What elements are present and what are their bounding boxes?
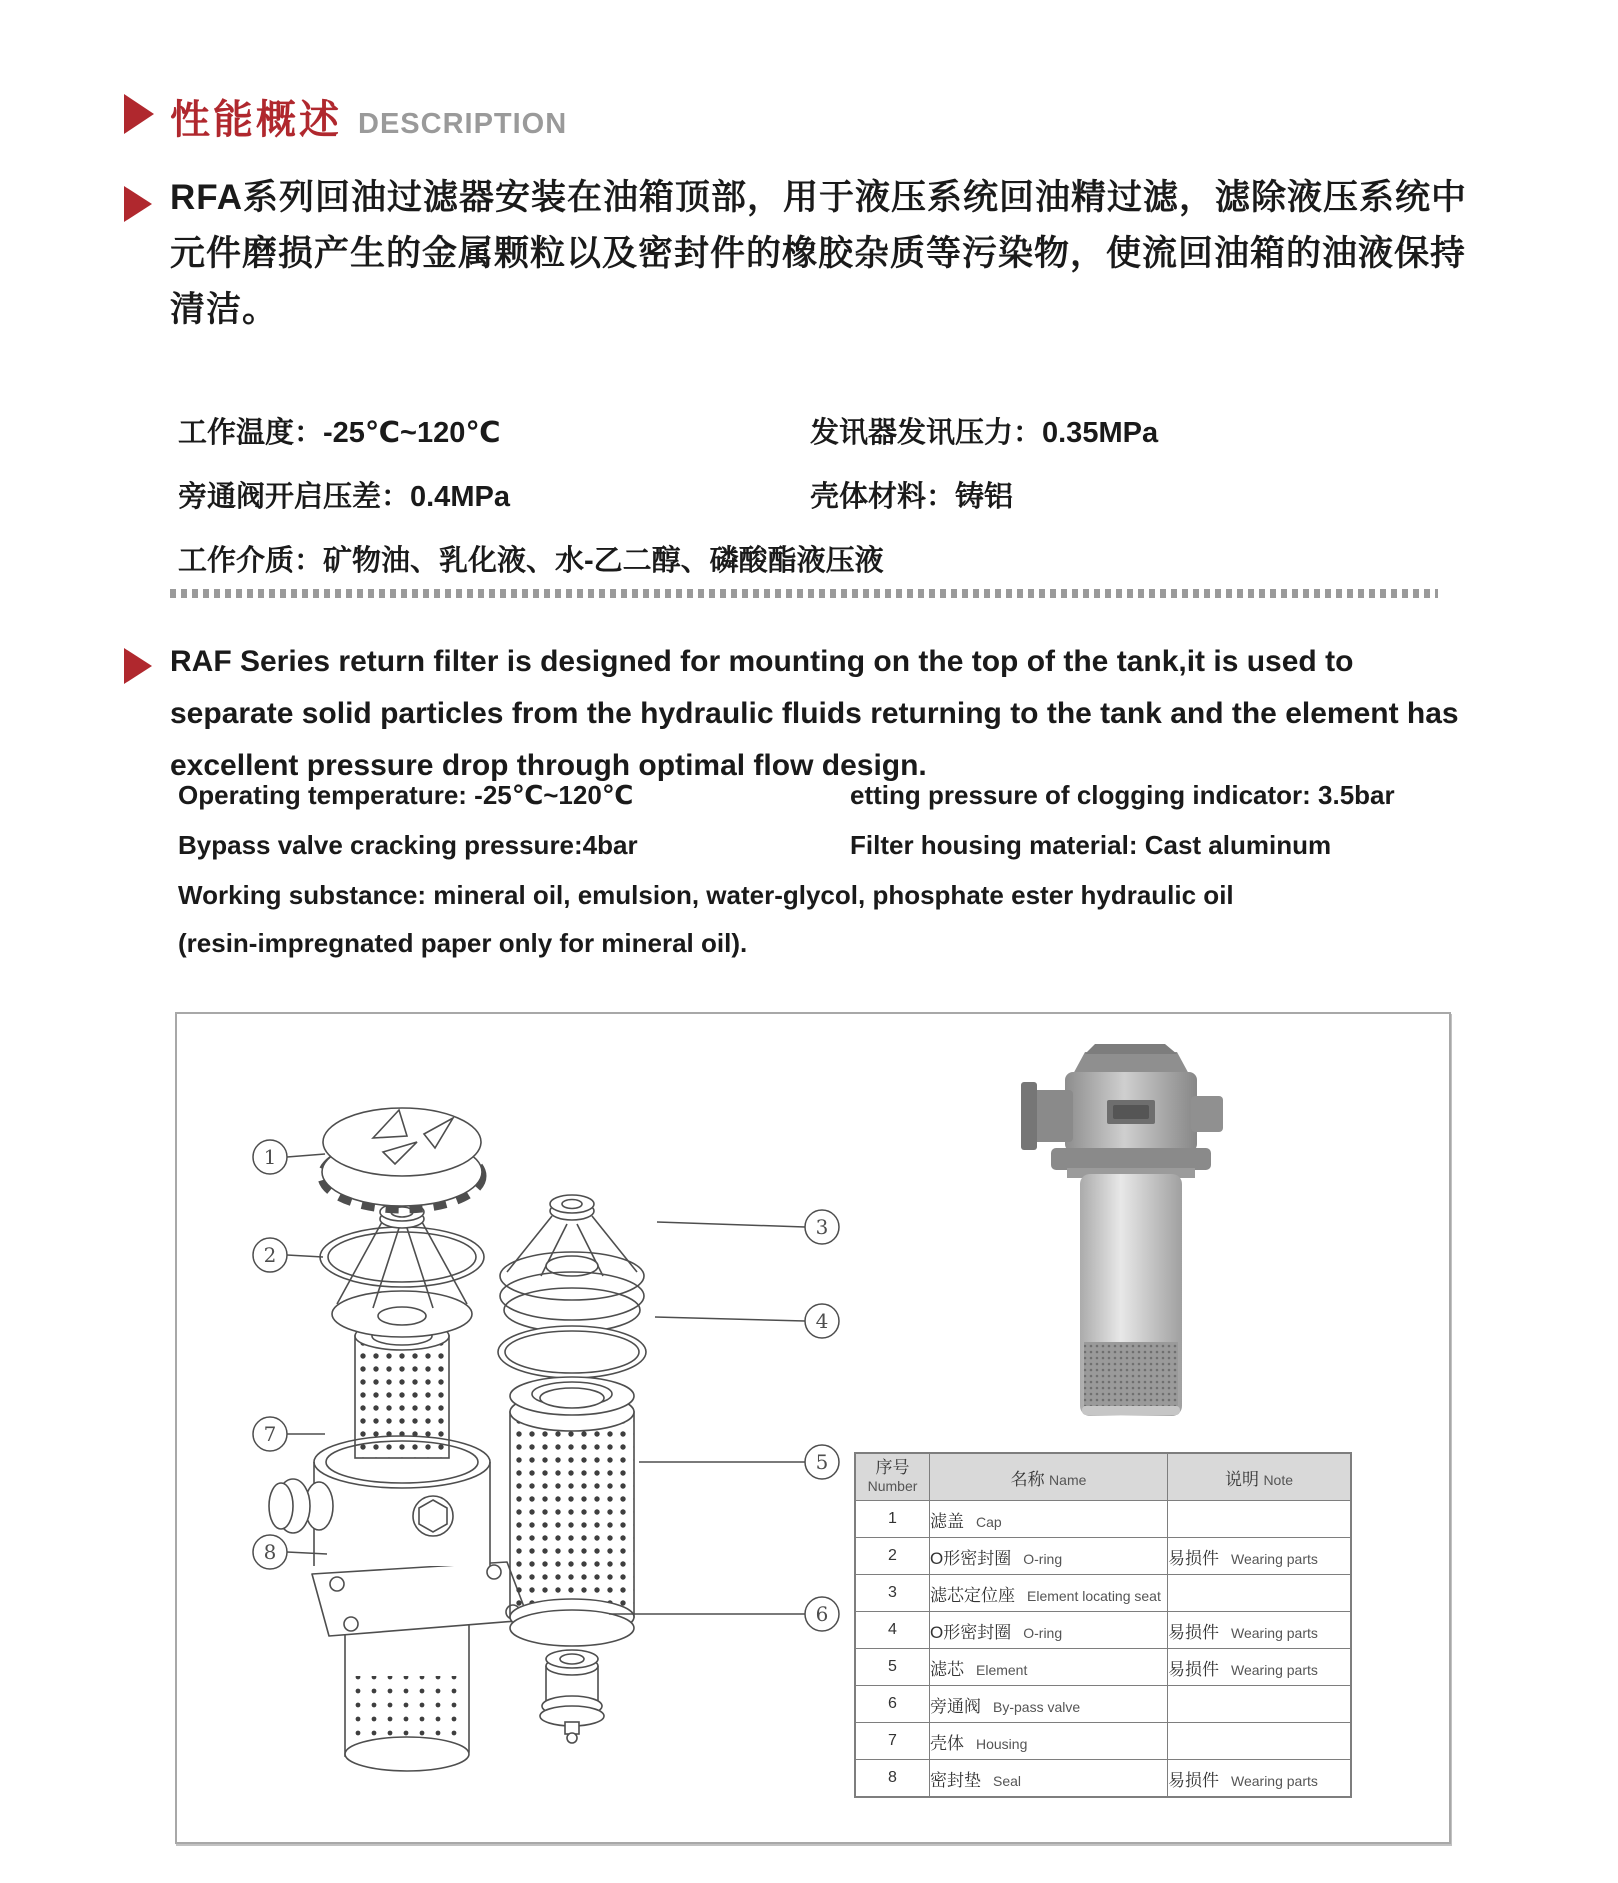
spec-row [178,538,1468,579]
table-row [855,1686,1351,1723]
part-number: 1 [888,1510,897,1527]
red-arrow-icon [124,186,152,222]
left-part-stack [269,1108,529,1771]
cell-name [930,1575,1168,1612]
part-name-en: Element [976,1661,1028,1678]
part-note-zh: 易损件 [1168,1622,1219,1642]
specs-en [178,780,1478,976]
col-note-zh: 说明 [1224,1469,1259,1489]
cell-name [930,1612,1168,1649]
svg-text:8: 8 [263,1540,277,1564]
part-note-zh: 易损件 [1168,1659,1219,1679]
cell-note [1168,1612,1352,1649]
cell-name [930,1538,1168,1575]
part-name-zh: O形密封圈 [930,1622,1012,1642]
col-note-en: Note [1263,1471,1294,1488]
spec-working-medium-zh: 工作介质：矿物油、乳化液、水-乙二醇、磷酸酯液压液 [178,545,884,577]
bypass-valve-drawing [540,1650,604,1743]
part-name-en: Seal [993,1772,1022,1789]
callout-5 [639,1445,839,1479]
spec-indicator-pressure-zh: 发讯器发讯压力：0.35MPa [810,417,1159,449]
spec-row [178,830,1478,861]
spec-housing-material-zh: 壳体材料：铸铝 [810,481,1014,513]
parts-table-header-row [855,1453,1351,1501]
part-name-en: O-ring [1023,1550,1063,1567]
figure-box [175,1012,1451,1844]
part-name-zh: O形密封圈 [930,1548,1012,1568]
red-arrow-icon [124,94,154,134]
part-note-en: Wearing parts [1231,1772,1318,1789]
col-note-header [1168,1453,1352,1501]
part-note-en: Wearing parts [1231,1661,1318,1678]
svg-text:6: 6 [815,1602,829,1626]
cell-number [855,1538,930,1575]
part-number: 5 [888,1658,897,1675]
col-name-header [930,1453,1168,1501]
cell-number [855,1723,930,1760]
spec-working-substance-en: Working substance: mineral oil, emulsion, water-glycol, phosphate ester hydraulic oil [178,880,1234,910]
svg-text:4: 4 [815,1309,829,1333]
part-name-zh: 滤芯 [930,1659,964,1679]
svg-text:7: 7 [263,1422,277,1446]
part-note-zh: 易损件 [1168,1770,1219,1790]
cell-note [1168,1649,1352,1686]
section-header [170,88,567,145]
cell-number [855,1686,930,1723]
cell-name [930,1501,1168,1538]
part-name-zh: 滤盖 [930,1511,964,1531]
svg-text:3: 3 [815,1215,829,1239]
part-name-en: Element locating seat [1027,1587,1161,1604]
col-number-zh: 序号 [875,1458,910,1477]
cell-number [855,1575,930,1612]
part-number: 4 [888,1621,897,1638]
page-title-en: DESCRIPTION [358,108,568,140]
part-number: 3 [888,1584,897,1601]
callout-4 [655,1304,839,1338]
part-name-zh: 滤芯定位座 [930,1585,1015,1605]
parts-table [854,1452,1352,1798]
spec-row [178,410,1468,451]
seal-plate-drawing [312,1562,529,1636]
cell-name [930,1723,1168,1760]
dashed-divider [170,589,1438,598]
spec-bypass-pressure-en: Bypass valve cracking pressure:4bar [178,830,638,860]
spec-row [178,780,1478,811]
spec-operating-temp-zh: 工作温度：-25℃~120℃ [178,417,501,449]
cell-note [1168,1723,1352,1760]
table-row [855,1575,1351,1612]
part-name-zh: 旁通阀 [930,1696,981,1716]
col-name-zh: 名称 [1010,1469,1045,1489]
spec-bypass-pressure-zh: 旁通阀开启压差：0.4MPa [178,481,510,513]
callout-1 [253,1140,325,1174]
part-name-zh: 密封垫 [930,1770,981,1790]
callout-2 [253,1238,323,1272]
cell-note [1168,1501,1352,1538]
parts-table-body [855,1501,1351,1798]
svg-text:5: 5 [815,1450,829,1474]
oring-drawing [498,1326,646,1378]
table-row [855,1612,1351,1649]
cell-number [855,1760,930,1798]
col-number-en: Number [867,1478,918,1494]
part-number: 2 [888,1547,897,1564]
part-number: 6 [888,1695,897,1712]
locating-seat-drawing [500,1195,644,1332]
cell-number [855,1612,930,1649]
middle-part-stack [498,1195,646,1743]
table-row [855,1723,1351,1760]
spec-row [178,474,1468,515]
cell-note [1168,1538,1352,1575]
page-title: 性能概述 [170,98,342,142]
cell-number [855,1649,930,1686]
part-note-en: Wearing parts [1231,1624,1318,1641]
oring-seat-assembly-drawing [320,1203,484,1337]
part-note-zh: 易损件 [1168,1548,1219,1568]
table-row [855,1760,1351,1798]
spec-indicator-pressure-en: etting pressure of clogging indicator: 3.5bar [850,780,1395,810]
svg-text:1: 1 [263,1145,277,1169]
svg-text:2: 2 [263,1243,277,1267]
callout-3 [657,1210,839,1244]
table-row [855,1501,1351,1538]
cell-note [1168,1686,1352,1723]
table-row [855,1649,1351,1686]
part-number: 7 [888,1732,897,1749]
spec-operating-temp-en: Operating temperature: -25℃~120℃ [178,780,634,810]
part-name-en: Cap [976,1513,1002,1530]
part-name-zh: 壳体 [930,1733,964,1753]
part-name-en: Housing [976,1735,1028,1752]
red-arrow-icon [124,648,152,684]
cell-note [1168,1760,1352,1798]
cell-name [930,1686,1168,1723]
callout-7 [253,1417,325,1451]
col-number-header [855,1453,930,1501]
cell-name [930,1760,1168,1798]
description-zh: RFA系列回油过滤器安装在油箱顶部，用于液压系统回油精过滤，滤除液压系统中元件磨损产生的金属颗粒以及密封件的橡胶杂质等污染物，使流回油箱的油液保持清洁。 [170,178,1468,329]
callout-6 [609,1597,839,1631]
col-name-en: Name [1049,1471,1087,1488]
product-photo [1021,1044,1223,1416]
cell-note [1168,1575,1352,1612]
cell-name [930,1649,1168,1686]
part-note-en: Wearing parts [1231,1550,1318,1567]
element-drawing [510,1377,634,1646]
specs-zh [178,410,1468,602]
spec-housing-material-en: Filter housing material: Cast aluminum [850,830,1332,860]
description-en: RAF Series return filter is designed for mounting on the top of the tank,it is used to separate solid particles from the hydraulic fluids returning to the tank and the element has excellent pressure drop through optimal flow design. [170,645,1459,782]
part-name-en: O-ring [1023,1624,1063,1641]
cell-number [855,1501,930,1538]
cap-drawing [322,1108,482,1209]
table-row [855,1538,1351,1575]
part-number: 8 [888,1769,897,1786]
spec-working-substance-note-en: (resin-impregnated paper only for mineral oil). [178,928,748,958]
part-name-en: By-pass valve [993,1698,1081,1715]
